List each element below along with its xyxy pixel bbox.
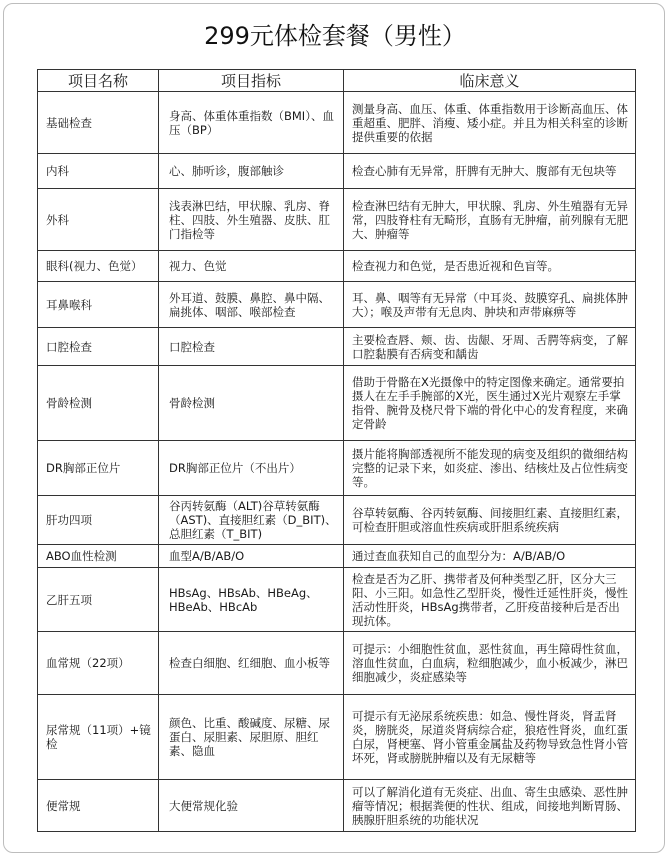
row-meaning: 谷草转氨酶、谷丙转氨酶、间接胆红素、直接胆红素，可检查肝胆或溶血性疾病或肝胆系统疾病 <box>344 496 636 545</box>
row-indicator: 大便常规化验 <box>159 780 344 832</box>
row-item-name: 便常规 <box>38 780 159 832</box>
row-item-name: 口腔检查 <box>38 328 159 366</box>
table-row <box>38 632 636 695</box>
table-row <box>38 568 636 632</box>
table-row <box>38 780 636 832</box>
row-indicator: HBsAg、HBsAb、HBeAg、HBeAb、HBcAb <box>159 568 344 632</box>
row-meaning: 借助于骨骼在X光摄像中的特定图像来确定。通常要拍摄人在左手手腕部的X光，医生通过X光片观察左手掌指骨、腕骨及桡尺骨下端的骨化中心的发育程度，来确定骨龄 <box>344 366 636 441</box>
table-row <box>38 251 636 282</box>
row-indicator: 检查白细胞、红细胞、血小板等 <box>159 632 344 695</box>
table-row <box>38 496 636 545</box>
row-meaning: 检查淋巴结有无肿大，甲状腺、乳房、外生殖器有无异常，四肢脊柱有无畸形，直肠有无肿瘤，前列腺有无肥大、肿瘤等 <box>344 189 636 251</box>
row-meaning: 耳、鼻、咽等有无异常（中耳炎、鼓膜穿孔、扁挑体肿大）；喉及声带有无息肉、肿块和声带麻痹等 <box>344 282 636 328</box>
row-indicator: 心、肺听诊，腹部触诊 <box>159 154 344 189</box>
row-item-name: 乙肝五项 <box>38 568 159 632</box>
row-meaning: 可提示：小细胞性贫血，恶性贫血，再生障碍性贫血，溶血性贫血，白血病，粒细胞减少，血小板减少，淋巴细胞减少，炎症感染等 <box>344 632 636 695</box>
row-indicator: 外耳道、鼓膜、鼻腔、鼻中隔、扁挑体、咽部、喉部检查 <box>159 282 344 328</box>
table-row <box>38 545 636 568</box>
table-row <box>38 328 636 366</box>
header-item-name: 项目名称 <box>38 70 159 92</box>
row-item-name: 尿常规（11项）+镜检 <box>38 695 159 780</box>
row-item-name: 基础检查 <box>38 92 159 154</box>
table-row <box>38 441 636 496</box>
row-indicator: 浅表淋巴结，甲状腺、乳房、脊柱、四肢、外生殖器、皮肤、肛门指检等 <box>159 189 344 251</box>
row-meaning: 检查是否为乙肝、携带者及何种类型乙肝，区分大三阳、小三阳。如急性乙型肝炎，慢性迁延性肝炎，慢性活动性肝炎，HBsAg携带者，乙肝疫苗接种后是否出现抗体。 <box>344 568 636 632</box>
row-item-name: DR胸部正位片 <box>38 441 159 496</box>
table-row <box>38 695 636 780</box>
row-item-name: ABO血性检测 <box>38 545 159 568</box>
row-item-name: 骨龄检测 <box>38 366 159 441</box>
table-row <box>38 366 636 441</box>
row-indicator: 谷丙转氨酶（ALT)谷草转氨酶（AST)、直接胆红素（D_BIT)、总胆红素（T_BIT) <box>159 496 344 545</box>
row-meaning: 检查视力和色觉，是否患近视和色盲等。 <box>344 251 636 282</box>
header-item-indicator: 项目指标 <box>159 70 344 92</box>
table-header-row <box>38 70 636 92</box>
row-indicator: 血型A/B/AB/O <box>159 545 344 568</box>
row-meaning: 测量身高、血压、体重、体重指数用于诊断高血压、体重超重、肥胖、消瘦、矮小症。并且为相关科室的诊断提供重要的依据 <box>344 92 636 154</box>
table-row <box>38 92 636 154</box>
row-meaning: 可提示有无泌尿系统疾患：如急、慢性肾炎，肾盂肾炎，膀胱炎，尿道炎肾病综合症，狼疮性肾炎，血红蛋白尿，肾梗塞、肾小管重金属盐及药物导致急性肾小管坏死，肾或膀胱肿瘤以及有无尿糖等 <box>344 695 636 780</box>
row-indicator: 骨龄检测 <box>159 366 344 441</box>
row-indicator: DR胸部正位片（不出片） <box>159 441 344 496</box>
row-meaning: 检查心肺有无异常，肝脾有无肿大、腹部有无包块等 <box>344 154 636 189</box>
row-meaning: 主要检查唇、颊、齿、齿龈、牙周、舌腭等病变，了解口腔黏膜有否病变和龋齿 <box>344 328 636 366</box>
row-indicator: 视力、色觉 <box>159 251 344 282</box>
row-item-name: 肝功四项 <box>38 496 159 545</box>
checkup-table <box>37 69 636 832</box>
table-row <box>38 154 636 189</box>
row-item-name: 外科 <box>38 189 159 251</box>
row-meaning: 摄片能将胸部透视所不能发现的病变及组织的微细结构完整的记录下来，如炎症、渗出、结核灶及占位性病变等。 <box>344 441 636 496</box>
table-row <box>38 189 636 251</box>
row-item-name: 内科 <box>38 154 159 189</box>
table-row <box>38 282 636 328</box>
row-indicator: 颜色、比重、酸碱度、尿糖、尿蛋白、尿胆素、尿胆原、胆红素、隐血 <box>159 695 344 780</box>
row-item-name: 眼科(视力、色觉） <box>38 251 159 282</box>
page-title: 299元体检套餐（男性） <box>204 22 466 50</box>
header-clinical-meaning: 临床意义 <box>344 70 636 92</box>
row-meaning: 可以了解消化道有无炎症、出血、寄生虫感染、恶性肿瘤等情况；根据粪便的性状、组成，间接地判断胃肠、胰腺肝胆系统的功能状况 <box>344 780 636 832</box>
row-indicator: 口腔检查 <box>159 328 344 366</box>
row-indicator: 身高、体重体重指数（BMI）、血压（BP） <box>159 92 344 154</box>
row-item-name: 血常规（22项） <box>38 632 159 695</box>
row-item-name: 耳鼻喉科 <box>38 282 159 328</box>
row-meaning: 通过查血获知自己的血型分为：A/B/AB/O <box>344 545 636 568</box>
